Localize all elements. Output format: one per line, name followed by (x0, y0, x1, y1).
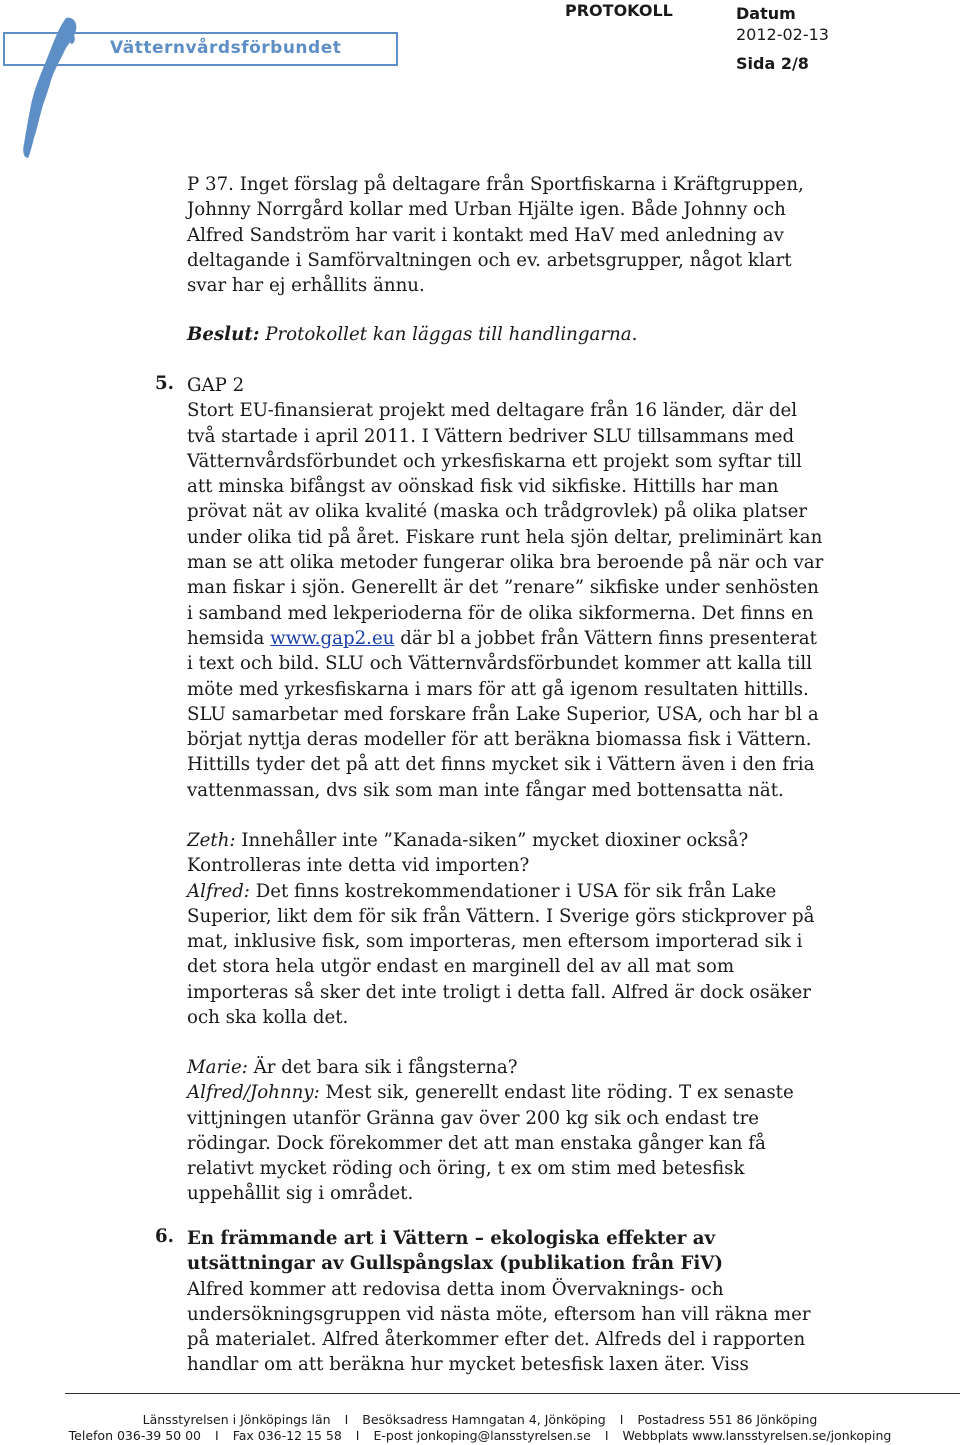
speaker-name: Alfred: (187, 880, 250, 902)
section-6-title-cont: utsättningar av Gullspångslax (publikation från FiV) (187, 1253, 724, 1275)
speaker-text: Mest sik, generellt endast lite röding. T ex senaste (319, 1082, 794, 1104)
text-line: Alfred kommer att redovisa detta inom Övervaknings- och (187, 1278, 724, 1300)
text-line: i text och bild. SLU och Vätternvårdsförbundet kommer att kalla till (187, 653, 813, 675)
footer-phone: Telefon 036-39 50 00 (68, 1428, 201, 1443)
section-5-number: 5. (155, 373, 174, 394)
dialog-marie-alfred-johnny (187, 1055, 794, 1207)
footer-fax: Fax 036-12 15 58 (232, 1428, 342, 1443)
text-line: rödingar. Dock förekommer det att man enstaka gånger kan få (187, 1132, 766, 1154)
footer-row-2 (0, 1428, 960, 1443)
dialog-zeth-alfred (187, 828, 815, 1030)
text-line: mat, inklusive fisk, som importeras, men eftersom importerad sik i (187, 931, 803, 953)
text-line: vittjningen utanför Gränna gav över 200 kg sik och endast tre (187, 1107, 760, 1129)
text-line: man fiskar i sjön. Generellt är det ”renare” sikfiske under senhösten (187, 577, 819, 599)
footer-divider (65, 1393, 960, 1394)
text-line: deltagande i Samförvaltningen och ev. arbetsgrupper, något klart (187, 249, 792, 271)
text-line: det stora hela utgör endast en marginell del av all mat som (187, 956, 735, 978)
footer-separator: I (344, 1412, 349, 1427)
text-fragment: hemsida (187, 627, 271, 649)
p37-decision (187, 322, 637, 347)
decision-text: Protokollet kan läggas till handlingarna. (259, 324, 638, 345)
text-line: två startade i april 2011. I Vättern bedriver SLU tillsammans med (187, 425, 795, 447)
text-line: uppehållit sig i området. (187, 1183, 414, 1205)
text-line: Superior, likt dem för sik från Vättern. I Sverige görs stickprover på (187, 905, 815, 927)
footer-visit-address: Besöksadress Hamngatan 4, Jönköping (362, 1412, 606, 1427)
text-line: SLU samarbetar med forskare från Lake Superior, USA, och har bl a (187, 703, 819, 725)
footer-website: Webbplats www.lansstyrelsen.se/jonkoping (622, 1428, 892, 1443)
organization-name: Vätternvårdsförbundet (110, 38, 342, 58)
text-line: att minska bifångst av oönskad fisk vid sikfiske. Hittills har man (187, 476, 779, 498)
text-line: svar har ej erhållits ännu. (187, 275, 425, 297)
text-line: relativt mycket röding och öring, t ex om stim med betesfisk (187, 1158, 745, 1180)
date-value: 2012-02-13 (736, 25, 829, 44)
text-fragment: där bl a jobbet från Vättern finns presenterat (394, 627, 817, 649)
text-line: vattenmassan, dvs sik som man inte fångar med bottensatta nät. (187, 779, 784, 801)
footer-separator: I (355, 1428, 360, 1443)
footer-postal-address: Postadress 551 86 Jönköping (637, 1412, 818, 1427)
text-line: Hittills tyder det på att det finns mycket sik i Vättern även i den fria (187, 754, 815, 776)
footer-separator: I (215, 1428, 219, 1443)
text-line: på materialet. Alfred återkommer efter det. Alfreds del i rapporten (187, 1329, 806, 1351)
text-line: och ska kolla det. (187, 1007, 349, 1029)
section-5 (187, 373, 823, 803)
speaker-text: Är det bara sik i fångsterna? (247, 1057, 518, 1078)
speaker-name: Alfred/Johnny: (187, 1082, 320, 1104)
text-line: Kontrolleras inte detta vid importen? (187, 855, 530, 877)
section-6-title: En främmande art i Vättern – ekologiska effekter av (187, 1228, 716, 1249)
text-line: Johnny Norrgård kollar med Urban Hjälte igen. Både Johnny och (187, 199, 786, 221)
text-line: Vätternvårdsförbundet och yrkesfiskarna ett projekt som syftar till (187, 450, 802, 472)
text-line: Alfred Sandström har varit i kontakt med HaV med anledning av (187, 224, 784, 246)
gap2-website-link[interactable]: www.gap2.eu (270, 627, 395, 649)
section-5-title: GAP 2 (187, 375, 245, 396)
footer-email: E-post jonkoping@lansstyrelsen.se (373, 1428, 591, 1443)
text-line: möte med yrkesfiskarna i mars för att gå igenom resultaten hittills. (187, 678, 809, 700)
text-line: Stort EU-finansierat projekt med deltagare från 16 länder, där del (187, 400, 798, 422)
text-line: undersökningsgruppen vid nästa möte, eftersom han vill räkna mer (187, 1303, 811, 1325)
text-line: man se att olika metoder fungerar olika bra beroende på när och var (187, 552, 824, 574)
text-line: importeras så sker det inte troligt i detta fall. Alfred är dock osäker (187, 981, 811, 1003)
date-label: Datum (736, 4, 796, 23)
text-line: under olika tid på året. Fiskare runt hela sjön deltar, preliminärt kan (187, 526, 823, 548)
decision-label: Beslut: (187, 324, 260, 345)
page-number: Sida 2/8 (736, 54, 809, 73)
document-type: PROTOKOLL (565, 1, 673, 20)
section-6 (187, 1226, 811, 1378)
text-line: P 37. Inget förslag på deltagare från Sportfiskarna i Kräftgruppen, (187, 174, 804, 195)
text-line-with-link (187, 626, 823, 651)
speaker-name: Marie: (187, 1057, 248, 1078)
footer-separator: I (604, 1428, 609, 1443)
p37-paragraph (187, 172, 804, 298)
section-6-number: 6. (155, 1226, 174, 1247)
text-line: börjat nyttja deras modeller för att beräkna biomassa fisk i Vättern. (187, 729, 812, 751)
text-line: i samband med lekperioderna för de olika sikformerna. Det finns en (187, 602, 814, 624)
speaker-name: Zeth: (187, 830, 236, 851)
footer-org: Länsstyrelsen i Jönköpings län (142, 1412, 331, 1427)
footer-separator: I (619, 1412, 624, 1427)
text-line: prövat nät av olika kvalité (maska och trådgrovlek) på olika platser (187, 501, 808, 523)
speaker-text: Det finns kostrekommendationer i USA för sik från Lake (249, 880, 777, 902)
speaker-text: Innehåller inte ”Kanada-siken” mycket dioxiner också? (235, 830, 749, 851)
text-line: handlar om att beräkna hur mycket betesfisk laxen äter. Viss (187, 1354, 749, 1376)
footer-row-1 (0, 1412, 960, 1427)
